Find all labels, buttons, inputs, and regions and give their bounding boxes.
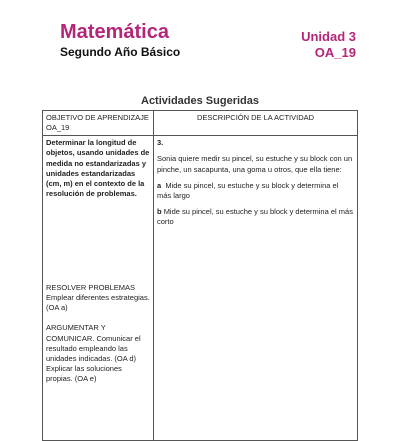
item-text: Mide su pincel, su estuche y su block y determina el más largo <box>157 180 339 200</box>
activity-item-b <box>157 207 354 227</box>
item-label: a <box>157 180 162 190</box>
skill-block <box>46 283 150 313</box>
unit-label: Unidad 3 <box>301 29 356 44</box>
objective-text: Determinar la longitud de objetos, usando unidades de medida no estandarizadas y unidades estandarizadas (cm, m) en el contexto de la resolución de problemas. <box>46 138 150 198</box>
section-title: Actividades Sugeridas <box>141 95 259 107</box>
activity-intro: Sonia quiere medir su pincel, su estuche y su block con un pinche, un sacapunta, una goma u otros, que ella tiene: <box>157 154 353 174</box>
skill-text: Comunicar el resultado empleando las unidades indicadas. (OA d) Explicar las soluciones propias. (OA e) <box>46 333 141 383</box>
activity-item-a <box>157 181 354 201</box>
description-cell <box>154 136 358 441</box>
objective-cell <box>43 136 154 441</box>
activities-table <box>42 110 358 441</box>
table-header-row <box>43 111 358 136</box>
table-row <box>43 136 358 441</box>
item-text: Mide su pincel, su estuche y su block y determina el más corto <box>157 206 353 226</box>
skill-title: RESOLVER PROBLEMAS <box>46 283 136 292</box>
description-column-header: DESCRIPCIÓN DE LA ACTIVIDAD <box>154 111 358 136</box>
subject-title: Matemática <box>60 21 169 43</box>
skill-title: ARGUMENTAR Y COMUNICAR. <box>46 323 106 343</box>
skill-text: Emplear diferentes estrategias. (OA a) <box>46 293 150 313</box>
oa-label: OA_19 <box>314 45 356 60</box>
objective-column-header: OBJETIVO DE APRENDIZAJE OA_19 <box>43 111 154 136</box>
item-label: b <box>157 206 162 216</box>
activity-number: 3. <box>157 138 164 148</box>
skill-block <box>46 323 150 384</box>
grade-subtitle: Segundo Año Básico <box>60 45 181 59</box>
